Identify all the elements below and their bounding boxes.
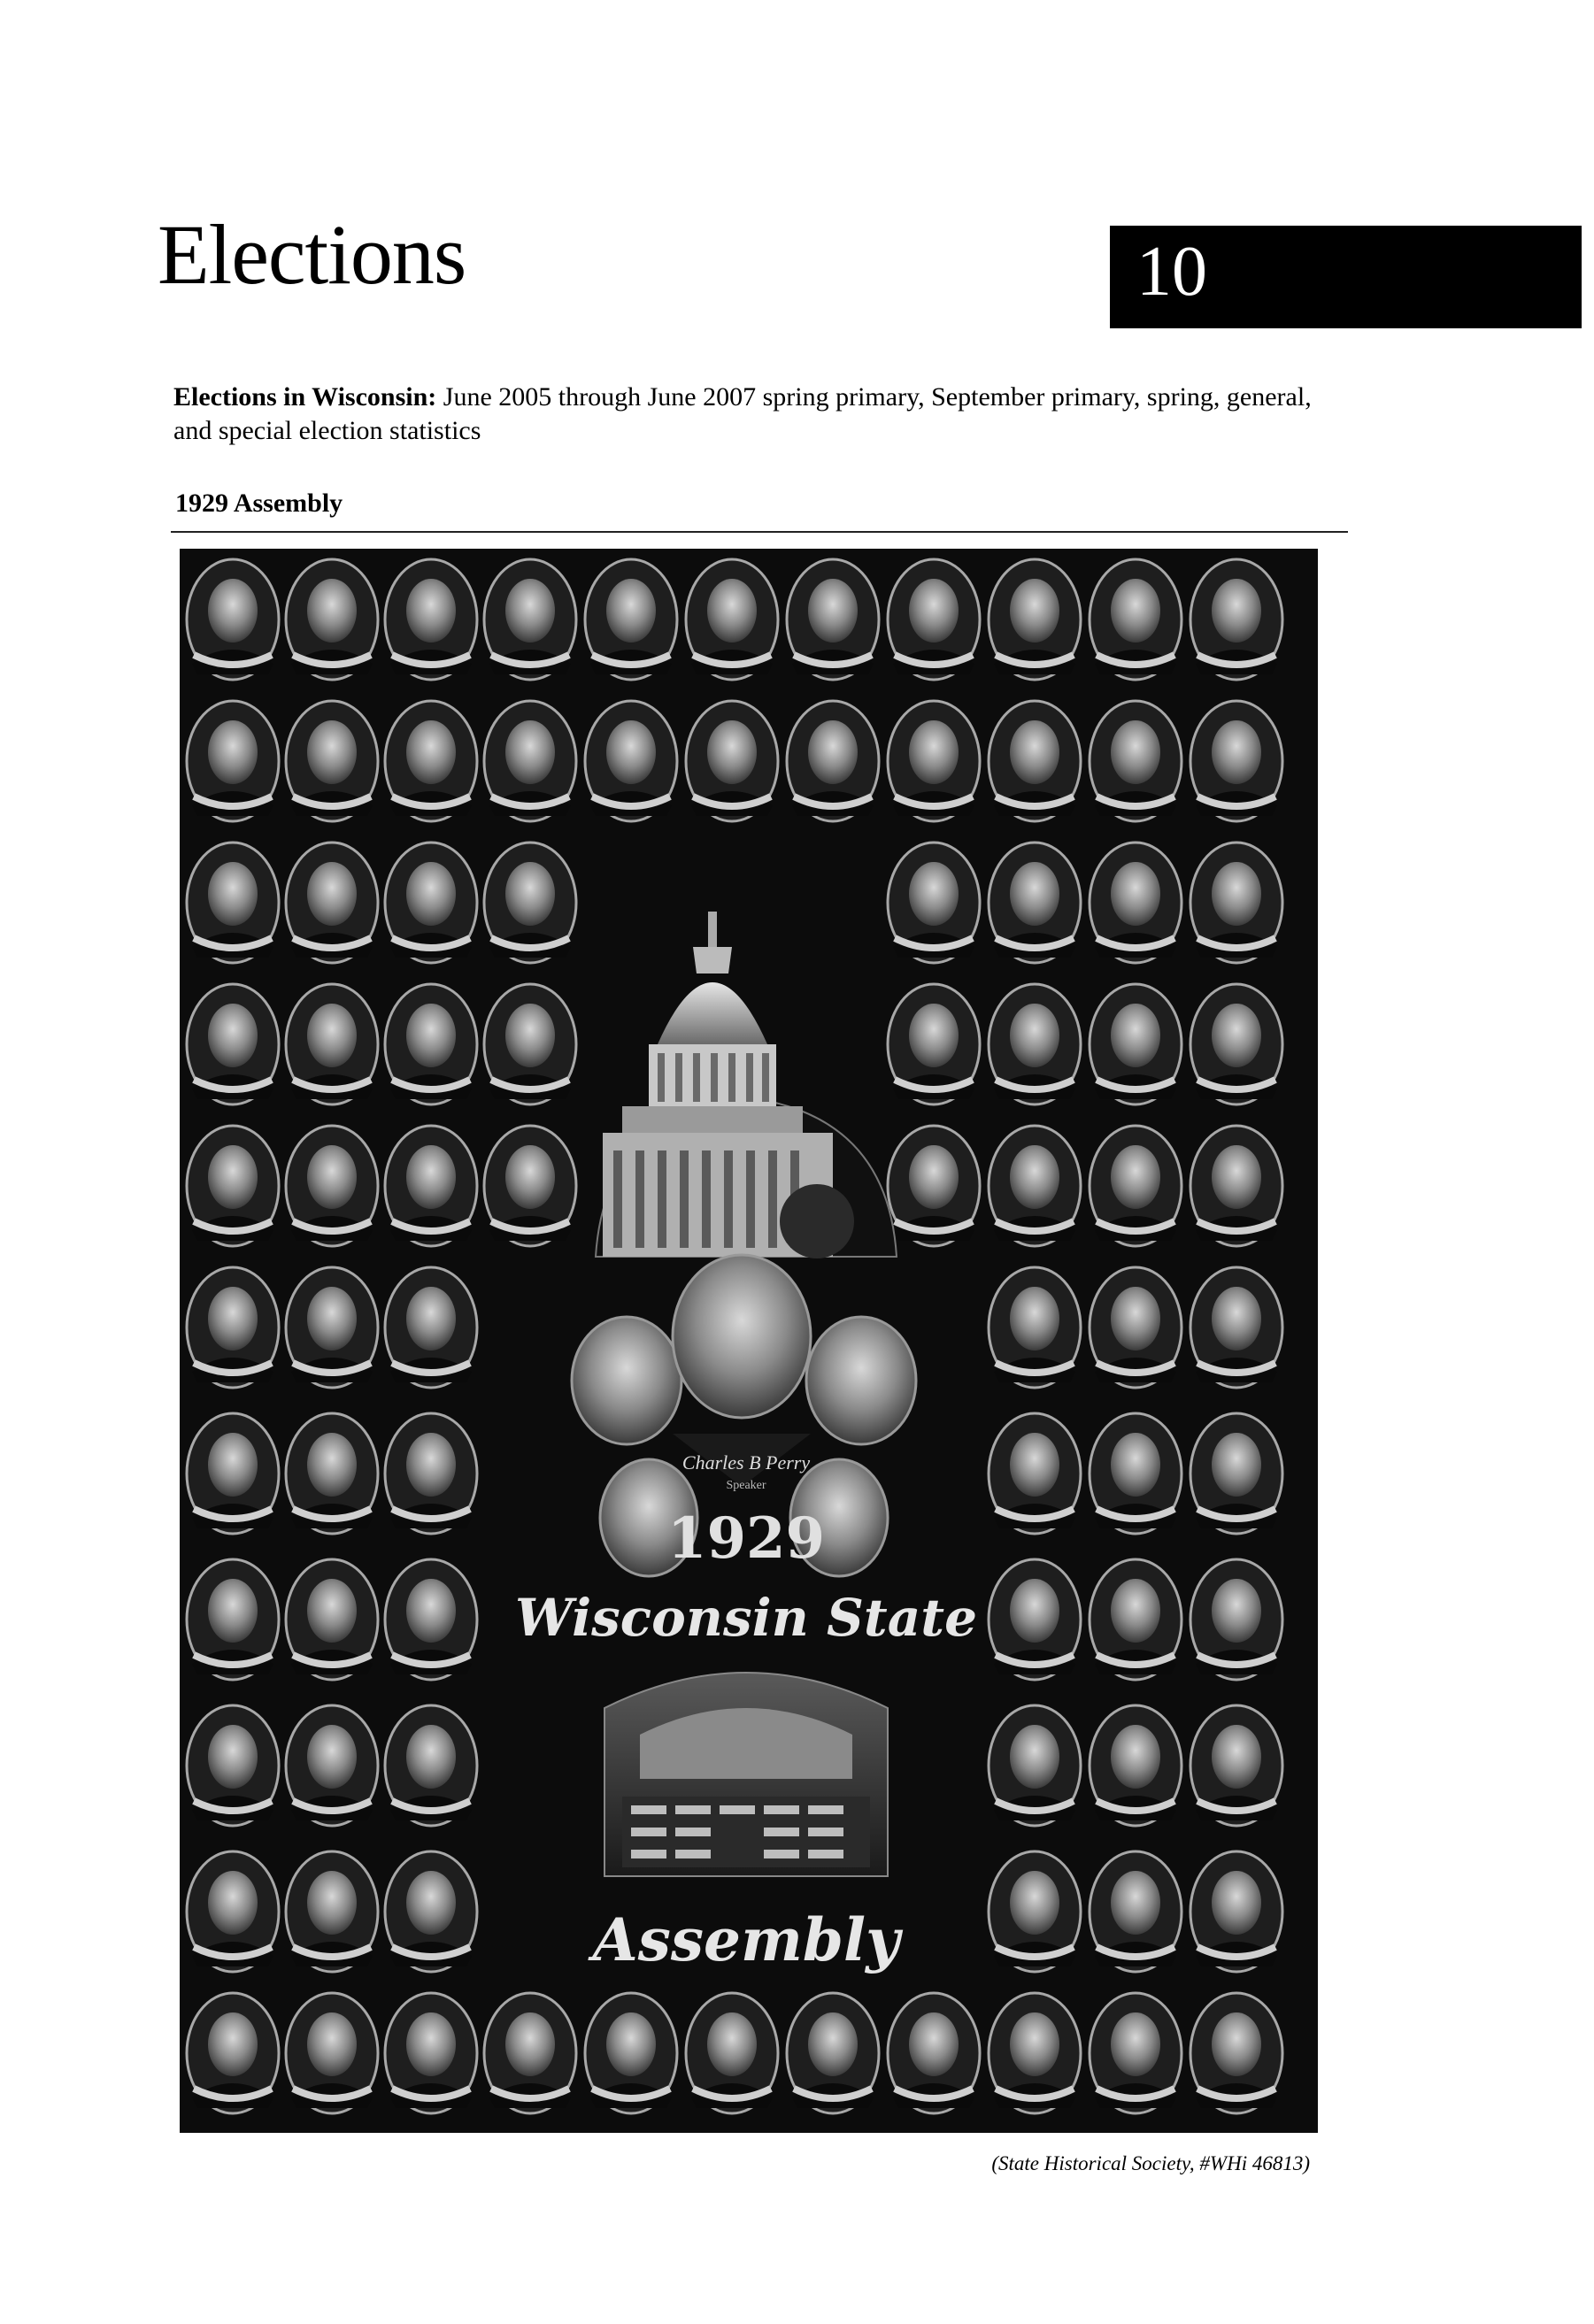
member-portrait bbox=[989, 1413, 1081, 1534]
member-portrait bbox=[187, 1413, 279, 1534]
member-portrait bbox=[1190, 1993, 1282, 2113]
member-portrait bbox=[1090, 559, 1182, 680]
photo-title-line1: Wisconsin State bbox=[515, 1588, 977, 1648]
member-portrait bbox=[484, 1126, 576, 1246]
member-portrait bbox=[385, 843, 477, 963]
member-portrait bbox=[888, 843, 980, 963]
member-portrait bbox=[385, 701, 477, 821]
member-portrait bbox=[385, 984, 477, 1104]
member-portrait bbox=[286, 1267, 378, 1388]
member-portrait bbox=[286, 843, 378, 963]
photo-title-line2: Assembly bbox=[592, 1905, 900, 1974]
member-portrait bbox=[484, 701, 576, 821]
member-portrait bbox=[286, 1413, 378, 1534]
member-portrait bbox=[286, 701, 378, 821]
member-portrait bbox=[1190, 1267, 1282, 1388]
member-portrait bbox=[187, 559, 279, 680]
member-portrait bbox=[385, 1993, 477, 2113]
member-portrait bbox=[187, 1126, 279, 1246]
member-portrait bbox=[585, 1993, 677, 2113]
member-portrait bbox=[989, 1126, 1081, 1246]
member-portrait bbox=[989, 843, 1081, 963]
member-portrait bbox=[888, 984, 980, 1104]
member-portrait bbox=[989, 1705, 1081, 1826]
member-portrait bbox=[1090, 701, 1182, 821]
member-portrait bbox=[286, 1993, 378, 2113]
member-portrait bbox=[989, 1559, 1081, 1680]
member-portrait bbox=[187, 1993, 279, 2113]
member-portrait bbox=[1190, 1413, 1282, 1534]
member-portrait bbox=[385, 1413, 477, 1534]
member-portrait bbox=[989, 701, 1081, 821]
member-portrait bbox=[787, 701, 879, 821]
member-portrait bbox=[585, 701, 677, 821]
member-portrait bbox=[989, 1851, 1081, 1972]
member-portrait bbox=[385, 1267, 477, 1388]
intro-paragraph bbox=[173, 381, 1351, 448]
member-portrait bbox=[1090, 1851, 1182, 1972]
chapter-number: 10 bbox=[1136, 233, 1207, 311]
chapter-number-box bbox=[1110, 226, 1582, 328]
intro-text: June 2005 through June 2007 spring primary, September primary, spring, general, and special election statistics bbox=[173, 382, 1312, 445]
member-portrait bbox=[286, 1705, 378, 1826]
member-portrait bbox=[484, 559, 576, 680]
member-portrait bbox=[1190, 1559, 1282, 1680]
heading-rule bbox=[171, 531, 1348, 533]
member-portrait bbox=[1090, 984, 1182, 1104]
member-portrait bbox=[787, 559, 879, 680]
member-portrait bbox=[187, 701, 279, 821]
member-portrait bbox=[286, 1851, 378, 1972]
member-portrait bbox=[989, 559, 1081, 680]
member-portrait bbox=[1090, 1559, 1182, 1680]
speaker-role: Speaker bbox=[726, 1479, 766, 1492]
member-portrait bbox=[888, 701, 980, 821]
member-portrait bbox=[989, 1267, 1081, 1388]
photo-credit: (State Historical Society, #WHi 46813) bbox=[991, 2152, 1310, 2174]
member-portrait bbox=[1190, 984, 1282, 1104]
member-portrait bbox=[385, 1705, 477, 1826]
member-portrait bbox=[286, 984, 378, 1104]
speaker-label: Charles B Perry bbox=[681, 1451, 811, 1474]
member-portrait bbox=[484, 984, 576, 1104]
member-portrait bbox=[686, 701, 778, 821]
member-portrait bbox=[585, 559, 677, 680]
member-portrait bbox=[1190, 559, 1282, 680]
member-portrait bbox=[286, 1559, 378, 1680]
photo-heading: 1929 Assembly bbox=[175, 489, 343, 518]
member-portrait bbox=[286, 559, 378, 680]
member-portrait bbox=[1090, 1705, 1182, 1826]
member-portrait bbox=[989, 984, 1081, 1104]
member-portrait bbox=[1190, 701, 1282, 821]
member-portrait bbox=[888, 1993, 980, 2113]
member-portrait bbox=[1090, 1126, 1182, 1246]
member-portrait bbox=[385, 559, 477, 680]
capitol-dome-image bbox=[596, 912, 897, 1258]
member-portrait bbox=[686, 1993, 778, 2113]
member-portrait bbox=[187, 843, 279, 963]
chapter-title: Elections bbox=[158, 207, 466, 302]
assembly-chamber-image bbox=[604, 1673, 888, 1876]
member-portrait bbox=[1190, 1126, 1282, 1246]
member-portrait bbox=[187, 984, 279, 1104]
intro-bold-label: Elections in Wisconsin: bbox=[173, 382, 437, 412]
member-portrait bbox=[686, 559, 778, 680]
member-portrait bbox=[1190, 843, 1282, 963]
member-portrait bbox=[484, 843, 576, 963]
member-portrait bbox=[1190, 1851, 1282, 1972]
member-portrait bbox=[1090, 843, 1182, 963]
member-portrait bbox=[187, 1267, 279, 1388]
member-portrait bbox=[1090, 1267, 1182, 1388]
member-portrait bbox=[1190, 1705, 1282, 1826]
photo-year: 1929 bbox=[666, 1505, 826, 1572]
member-portrait bbox=[187, 1851, 279, 1972]
member-portrait bbox=[187, 1705, 279, 1826]
assembly-photo bbox=[180, 549, 1318, 2133]
member-portrait bbox=[1090, 1993, 1182, 2113]
member-portrait bbox=[484, 1993, 576, 2113]
member-portrait bbox=[286, 1126, 378, 1246]
member-portrait bbox=[989, 1993, 1081, 2113]
member-portrait bbox=[888, 559, 980, 680]
member-portrait bbox=[787, 1993, 879, 2113]
member-portrait bbox=[1090, 1413, 1182, 1534]
member-portrait bbox=[385, 1559, 477, 1680]
member-portrait bbox=[888, 1126, 980, 1246]
member-portrait bbox=[385, 1851, 477, 1972]
member-portrait bbox=[385, 1126, 477, 1246]
member-portrait bbox=[187, 1559, 279, 1680]
